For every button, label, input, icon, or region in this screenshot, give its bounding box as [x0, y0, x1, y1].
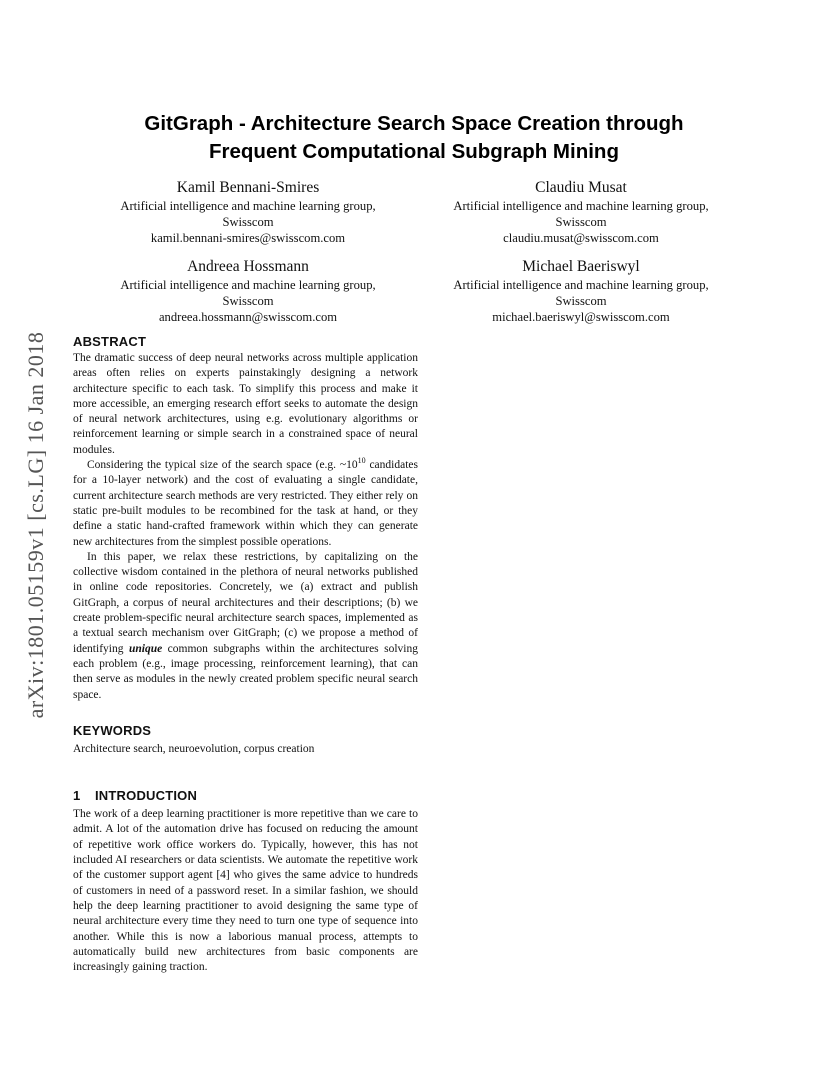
abstract-paragraph: The dramatic success of deep neural networks across multiple application areas often relies on experts painstakingly designing a network architecture specific to each task. To simplify this process and make it more accessible, an emerging research effort seeks to automate the design of neural network architectures, using e.g. evolutionary algorithms or reinforcement learning or simple search in a constrained space of neural modules. — [73, 352, 418, 456]
author-name: Claudiu Musat — [535, 179, 627, 196]
title-line: Frequent Computational Subgraph Mining — [209, 140, 619, 163]
author-organization: Swisscom — [555, 294, 607, 308]
keywords-heading: KEYWORDS — [73, 722, 152, 738]
author-email: claudiu.musat@swisscom.com — [503, 231, 659, 245]
arxiv-identifier-stamp — [6, 290, 66, 760]
author-name: Michael Baeriswyl — [522, 258, 640, 275]
abstract-text: In this paper, we relax these restrictions, by capitalizing on the collective wisdom contained in the plethora of neural networks published in online code repositories. Concretely, we (a) extract and publish GitGraph, a corpus of neural architectures and their descriptions; (b) we create problem-specific neural architecture search spaces, implemented as a textual search mechanism over GitGraph; (c) we propose a method of identifying — [73, 550, 418, 655]
abstract-paragraph — [73, 458, 418, 550]
section-title: INTRODUCTION — [95, 788, 198, 804]
emphasized-word: unique — [128, 642, 163, 655]
section-number: 1 — [73, 788, 81, 804]
author-affiliation: Artificial intelligence and machine learning group, — [453, 199, 709, 213]
author-name: Kamil Bennani-Smires — [176, 179, 320, 196]
author-affiliation: Artificial intelligence and machine learning group, — [453, 278, 709, 292]
author-email: michael.baeriswyl@swisscom.com — [492, 310, 670, 324]
author-organization: Swisscom — [555, 215, 607, 229]
author-email: kamil.bennani-smires@swisscom.com — [150, 231, 346, 245]
author-organization: Swisscom — [222, 294, 274, 308]
author-organization: Swisscom — [222, 215, 274, 229]
author-block — [98, 257, 398, 325]
author-email: andreea.hossmann@swisscom.com — [158, 310, 338, 324]
abstract-text: candidates for a 10-layer network) and the cost of evaluating a single candidate, current architecture search methods are very restricted. They either rely on static pre-built modules to be recombined for the task at hand, or they define a static hand-crafted framework within which they can generate new architectures from the simplest possible operations. — [73, 459, 418, 548]
exponent: 10 — [357, 456, 366, 466]
author-block — [430, 178, 732, 246]
author-name: Andreea Hossmann — [187, 258, 309, 275]
abstract-paragraph — [73, 550, 418, 703]
abstract-text: common subgraphs within the architectures solving each problem (e.g., image processing, reinforcement learning), that can then serve as modules in the newly created problem specific neural search space. — [73, 642, 418, 701]
title-line: GitGraph - Architecture Search Space Creation through — [144, 112, 684, 135]
author-affiliation: Artificial intelligence and machine learning group, — [120, 199, 376, 213]
paper-title — [60, 110, 768, 166]
introduction-heading — [73, 787, 418, 804]
arxiv-identifier: arXiv:1801.05159v1 [cs.LG] 16 Jan 2018 — [23, 331, 48, 719]
author-block — [430, 257, 732, 325]
left-column — [73, 333, 418, 975]
author-block — [98, 178, 398, 246]
intro-paragraph: The work of a deep learning practitioner is more repetitive than we care to admit. A lot of the automation drive has focused on reducing the amount of repetitive work office workers do. Typically, however, this has not included AI researchers or data scientists. We automate the repetitive work of the customer support agent [4] who gives the same advice to hundreds of customers in need of a password reset. In a similar fashion, we should help the deep learning practitioner to avoid designing the same type of neural architecture every time they need to turn one type of sequence into another. While this is now a laborious manual process, attempts to automatically build new architectures from basic components are increasingly gaining traction. — [73, 808, 418, 974]
abstract-heading: ABSTRACT — [73, 334, 147, 349]
abstract-text: Considering the typical size of the search space (e.g. ~10 — [87, 459, 358, 472]
keywords-text: Architecture search, neuroevolution, corpus creation — [73, 742, 315, 755]
author-affiliation: Artificial intelligence and machine learning group, — [120, 278, 376, 292]
